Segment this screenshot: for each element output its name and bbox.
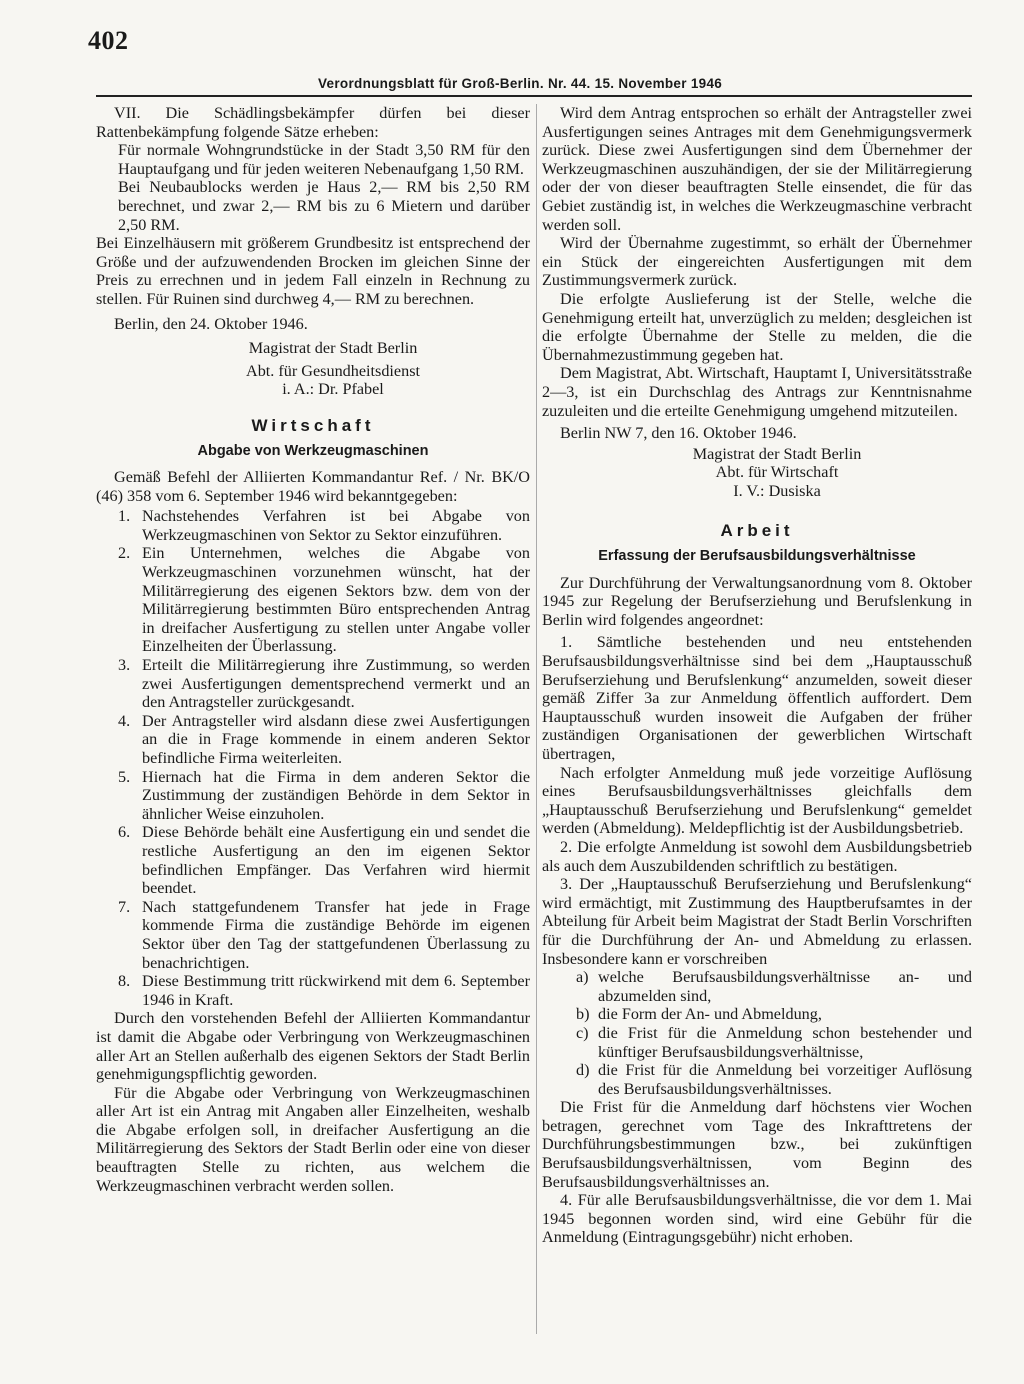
list-item: 4. Der Antragsteller wird alsdann diese zwei Ausfertigungen an die in Frage kommende in einem anderen Sektor befindliche Firma weiterleiten. [118, 711, 530, 767]
vii-intro: VII. Die Schädlingsbekämpfer dürfen bei dieser Rattenbekämpfung folgende Sätze erheben: [96, 104, 530, 141]
running-head: Verordnungsblatt für Groß-Berlin. Nr. 44. 15. November 1946 [318, 76, 723, 91]
vii-rate-normal: Für normale Wohngrundstücke in der Stadt 3,50 RM für den Hauptaufgang und für jeden weiteren Nebenaufgang 1,50 RM. [118, 141, 530, 178]
sub-list [542, 968, 972, 1098]
list-item: 5. Hiernach hat die Firma in dem anderen Sektor die Zustimmung der zuständigen Behörde in dem Sektor in ähnlicher Weise einzuholen. [118, 767, 530, 823]
list-item: 1. Nachstehendes Verfahren ist bei Abgabe von Werkzeugmaschinen von Sektor zu Sektor einzuführen. [118, 507, 530, 544]
column-divider [536, 104, 537, 1334]
section-subtitle-werkzeugmaschinen: Abgabe von Werkzeugmaschinen [197, 442, 429, 459]
list-item: 8. Diese Bestimmung tritt rückwirkend mit dem 6. September 1946 in Kraft. [118, 972, 530, 1009]
list-item: c) die Frist für die Anmeldung schon bestehender und künftiger Berufsausbildungsverhältnisse, [576, 1023, 972, 1061]
signature-department-1: Abt. für Gesundheitsdienst [246, 361, 420, 380]
list-item: a) welche Berufsausbildungsverhältnisse an- und abzumelden sind, [576, 968, 972, 1005]
left-column [96, 104, 530, 1354]
signature-name-2: I. V.: Dusiska [733, 481, 821, 500]
paragraph: Für die Abgabe oder Verbringung von Werkzeugmaschinen aller Art ist ein Antrag mit Angaben aller Einzelheiten, weshalb die Abgabe erfolgen soll, in dreifacher Ausfertigung an die Militärregierung des Sektors der Stadt Berlin oder eine von dieser beauftragten Stelle zu richten, aus welchem die Werkzeugmaschinen verbracht werden sollen. [96, 1083, 530, 1195]
section-subtitle-berufsausbildung: Erfassung der Berufsausbildungsverhältnisse [598, 548, 916, 565]
paragraph: 3. Der „Hauptausschuß Berufserziehung und Berufslenkung“ wird ermächtigt, mit Zustimmung des Hauptberufsamtes in der Abteilung für Arbeit beim Magistrat der Stadt Berlin Vorschriften für die Durchführung der An- und Abmeldung zu erlassen. Insbesondere kann er vorschreiben [542, 875, 972, 968]
paragraph: 4. Für alle Berufsausbildungsverhältnisse, die vor dem 1. Mai 1945 begonnen worden sind, wird eine Gebühr für die Anmeldung (Eintragungsgebühr) nicht erhoben. [542, 1191, 972, 1247]
signature-department-2: Abt. für Wirtschaft [715, 463, 839, 482]
vii-rate-einzelhaus: Bei Einzelhäusern mit größerem Grundbesitz ist entsprechend der Größe und der aufzuwendenden Brocken im gleichen Sinne der Preis zu errechnen und in jedem Fall einzeln in Rechnung zu stellen. Für Ruinen sind durchweg 4,— RM zu berechnen. [96, 234, 530, 308]
procedure-list [96, 507, 530, 1009]
paragraph: Wird dem Antrag entsprochen so erhält der Antragsteller zwei Ausfertigungen seines Antrages mit dem Genehmigungsvermerk zurück. Diese zwei Ausfertigungen sind dem Übernehmer der Werkzeugmaschinen auszuhändigen, der sie der Militärregierung oder der von dieser beauftragten Stelle einsendet, die für das Gebiet zuständig ist, in welches die Werkzeugmaschine verbracht werden soll. [542, 104, 972, 234]
signature-authority-1: Magistrat der Stadt Berlin [248, 339, 418, 358]
section-title-wirtschaft: Wirtschaft [251, 415, 375, 435]
paragraph: Wird der Übernahme zugestimmt, so erhält der Übernehmer ein Stück der eingereichten Ausfertigungen mit dem Zustimmungsvermerk zurück. [542, 234, 972, 290]
paragraph: Die Frist für die Anmeldung darf höchstens vier Wochen betragen, gerechnet vom Tage des Inkrafttretens der Durchführungsbestimmungen bzw., bei zukünftigen Berufsausbildungsverhältnissen, vom Beginn des Berufsausbildungsverhältnisses an. [542, 1098, 972, 1191]
paragraph: Die erfolgte Auslieferung ist der Stelle, welche die Genehmigung erteilt hat, unverzüglich zu melden; desgleichen ist die erfolgte Übernahme der Stelle zu melden, die die Übernahmezustimmung gegeben hat. [542, 289, 972, 364]
page-number: 402 [88, 26, 129, 55]
paragraph: Nach erfolgter Anmeldung muß jede vorzeitige Auflösung eines Berufsausbildungsverhältnisses gleichfalls dem „Hauptausschuß Berufserziehung und Berufslenkung“ gemeldet werden (Abmeldung). Meldepflichtig ist der Ausbildungsbetrieb. [542, 763, 972, 838]
paragraph: Zur Durchführung der Verwaltungsanordnung vom 8. Oktober 1945 zur Regelung der Berufserziehung und Berufslenkung in Berlin wird folgendes angeordnet: [542, 573, 972, 629]
list-item: 6. Diese Behörde behält eine Ausfertigung ein und sendet die restliche Ausfertigung an den im eigenen Sektor befindlichen Empfänger. Das Verfahren wird hiermit beendet. [118, 823, 530, 898]
list-item: b) die Form der An- und Abmeldung, [576, 1005, 822, 1024]
paragraph: 1. Sämtliche bestehenden und neu entstehenden Berufsausbildungsverhältnisse sind bei dem „Hauptausschuß Berufserziehung und Berufslenkung“ anzumelden, soweit dieser gemäß Ziffer 3a zur Anmeldung öffentlich auffordert. Dem Hauptausschuß wurden insoweit die Aufgaben der früher zuständigen Organisationen der gewerblichen Wirtschaft übertragen, [542, 633, 972, 763]
list-item: 7. Nach stattgefundenem Transfer hat jede in Frage kommende Firma die zuständige Behörde im eigenen Sektor über den Tag der stattgefundenen Überlassung zu benachrichtigen. [118, 897, 530, 972]
signature-authority-2: Magistrat der Stadt Berlin [692, 444, 862, 463]
header-rule [96, 95, 972, 97]
list-item: 3. Erteilt die Militärregierung ihre Zustimmung, so werden zwei Ausfertigungen dementsprechend vermerkt und an den Antragsteller zurückgesandt. [118, 656, 530, 712]
signature-name-1: i. A.: Dr. Pfabel [282, 380, 384, 399]
list-item: 2. Ein Unternehmen, welches die Abgabe von Werkzeugmaschinen vorzunehmen wünscht, hat der Militärregierung des eigenen Sektors bzw. dem von der Militärregierung bestimmten Büro entsprechenden Antrag in dreifacher Ausfertigung zu stellen unter Angabe voller Einzelheiten der Überlassung. [118, 544, 530, 656]
right-column [542, 104, 972, 1354]
paragraph: Durch den vorstehenden Befehl der Alliierten Kommandantur ist damit die Abgabe oder Verbringung von Werkzeugmaschinen aller Art an Stellen außerhalb des eigenen Sektors der Stadt Berlin genehmigungspflichtig geworden. [96, 1009, 530, 1084]
date-line-2: Berlin NW 7, den 16. Oktober 1946. [560, 424, 797, 443]
paragraph: 2. Die erfolgte Anmeldung ist sowohl dem Ausbildungsbetrieb als auch dem Auszubildenden schriftlich zu bestätigen. [542, 837, 972, 875]
section-title-arbeit: Arbeit [720, 521, 794, 541]
vii-rate-neubau: Bei Neubaublocks werden je Haus 2,— RM bis 2,50 RM berechnet, und zwar 2,— RM bis zu 6 Mietern und darüber 2,50 RM. [118, 178, 530, 234]
order-intro: Gemäß Befehl der Alliierten Kommandantur Ref. / Nr. BK/O (46) 358 vom 6. September 1946 wird bekanntgegeben: [96, 468, 530, 505]
list-item: d) die Frist für die Anmeldung bei vorzeitiger Auflösung des Berufsausbildungsverhältnisses. [576, 1061, 972, 1098]
paragraph: Dem Magistrat, Abt. Wirtschaft, Hauptamt I, Universitätsstraße 2—3, ist ein Durchschlag des Antrags zur Kenntnisnahme zuzuleiten und die erteilte Genehmigung umgehend mitzuteilen. [542, 364, 972, 420]
date-line-1: Berlin, den 24. Oktober 1946. [114, 314, 308, 333]
